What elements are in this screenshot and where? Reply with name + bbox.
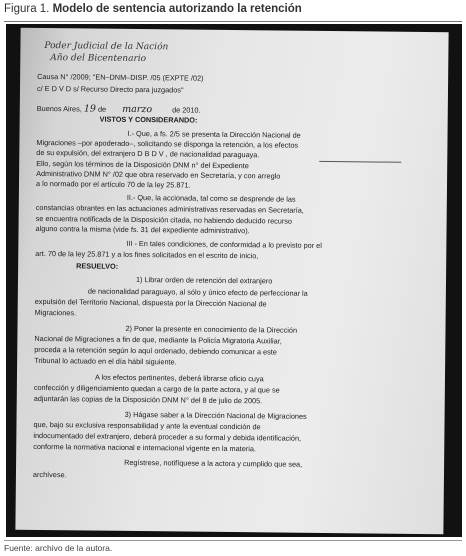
resolution-line: expulsión del Territorio Nacional, dispuesta por la Dirección Nacional de [34,296,267,309]
paragraph-line: Ello, según los términos de la Disposición DNM n° del Expediente [36,158,249,171]
resolution-line: A los efectos pertinentes, deberá librarse oficio cuya [94,372,264,384]
case-line: Causa N° /2009; "EN–DNM–DISP. /05 (EXPTE /02) [37,71,204,83]
vistos-heading: VISTOS Y CONSIDERANDO: [99,114,198,125]
resolution-line: 3) Hágase saber a la Dirección Nacional de Migraciones [124,409,307,421]
court-document [15,28,448,534]
parties-line: c/ E D V D s/ Recurso Directo para juzgados" [36,83,184,95]
paragraph-line: de su expulsión, del extranjero D B D V , de nacionalidad paraguaya. [36,147,260,160]
figure-label: Figura 1. [4,3,50,15]
date-de: de [97,104,107,114]
date-month: marzo [122,103,153,116]
resolution-line: que, bajo su exclusiva responsabilidad y ante la eventual condición de [33,419,261,432]
resolution-line: proceda a la retención según lo aquí ordenado, debiendo comunicar a este [34,344,277,357]
paragraph-line: constancias obrantes en las actuaciones administrativas reservadas en Secretaría, [35,202,304,215]
resolution-line: 2) Poner la presente en conocimiento de la Dirección [125,323,298,335]
resolution-line: Tribunal lo actuado en el día hábil siguiente. [34,355,177,367]
paragraph-line: III - En tales condiciones, de conformidad a lo previsto por el [126,238,322,250]
paragraph-line: Administrativo DNM N° /02 que obra reservado en Secretaría, y con arreglo [36,168,281,181]
date-place: Buenos Aires, [36,103,82,114]
resolution-line: Migraciones. [34,307,77,318]
court-name: Poder Judicial de la Nación [44,41,169,53]
resolution-line: Nacional de Migraciones a fin de que, mediante la Policía Migratoria Auxiliar, [34,333,282,346]
paragraph-line: Migraciones –por apoderado–, solicitando se disponga la retención, a los efectos [36,137,299,150]
date-year: de 2010. [172,105,201,115]
resolution-line: conforme la normativa nacional e internacional vigente en la materia. [33,441,256,454]
date-line [37,104,201,115]
resolution-line: Regístrese, notifíquese a la actora y cumplido que sea, [124,457,303,469]
figure-title: Modelo de sentencia autorizando la retención [52,3,302,15]
resolution-line: confección y diligenciamiento quedan a cargo de la parte actora, y al que se [33,382,280,395]
figure-caption [4,3,302,15]
date-day: 19 [83,103,97,115]
paragraph-line: alguno contra la misma (vide fs. 31 del expediente administrativo). [35,223,250,236]
paragraph-line: art. 70 de la ley 25.871 y a los fines solicitados en el escrito de inicio, [35,248,259,261]
year-motto: Año del Bicentenario [50,53,147,65]
figure-source: Fuente: archivo de la autora. [4,543,113,553]
resolution-line: 1) Librar orden de retención del extranjero [135,274,273,286]
resolution-line: de nacionalidad paraguayo, al sólo y único efecto de perfeccionar la [87,286,308,298]
source-rule [4,540,462,541]
resolution-line: archívese. [32,469,67,480]
resolution-line: adjuntarán las copias de la Disposición DNM N° del 8 de julio de 2005. [33,393,263,406]
paragraph-line: I.- Que, a fs. 2/5 se presenta la Dirección Nacional de [127,128,301,140]
caption-rule [4,21,462,22]
resuelvo-heading: RESUELVO: [76,261,119,271]
paragraph-line: se encuentra notificada de la Disposición citada, no habiendo deducido recurso [35,213,293,226]
document-photo [6,24,462,537]
underline [319,161,401,163]
resolution-line: indocumentado del extranjero, deberá proceder a su formal y debida identificación, [33,430,302,443]
paragraph-line: II.- Que, la accionada, tal como se desprende de las [126,192,296,204]
paragraph-line: a lo normado por el artículo 70 de la ley 25.871. [35,178,191,190]
